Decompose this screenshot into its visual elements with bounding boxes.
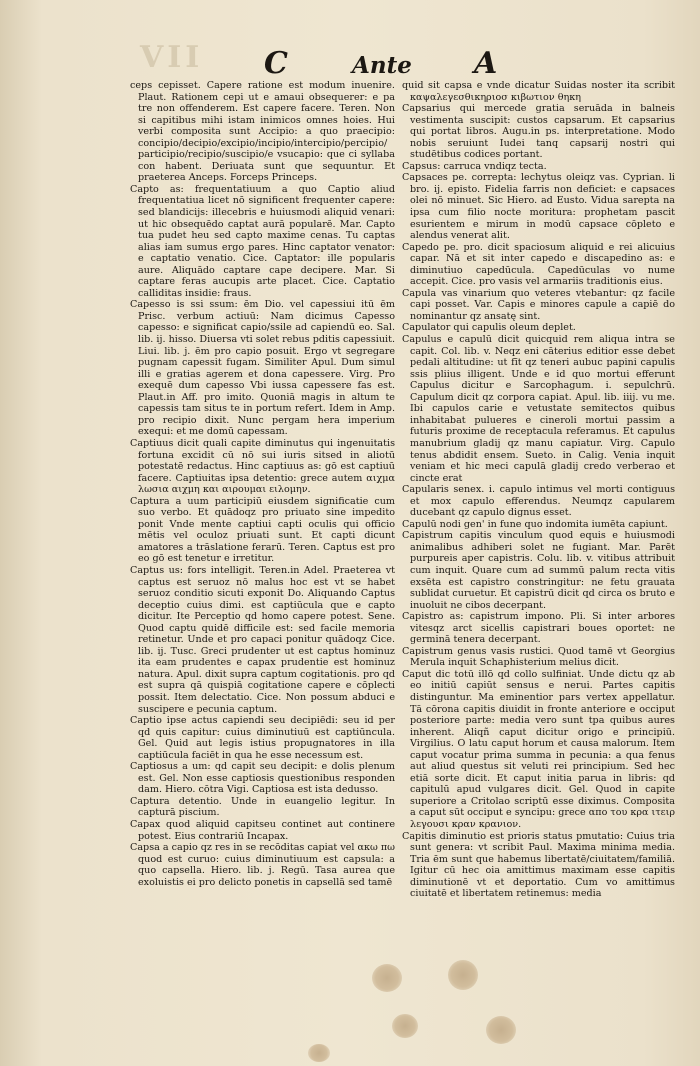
entry-capax: Capax quod aliquid capitseu continet aut continere potest. Eius contrariū Incapax. xyxy=(130,819,395,842)
entry-captiosus: Captiosus a um: qd capit seu decipit: e dolis plenum est. Gel. Non esse captiosis questionibus responden dam. Hiero. cōtra Vigi. Captiosa est ista dedusso. xyxy=(130,761,395,796)
water-stain xyxy=(372,964,402,992)
entry-suidas: quid sit capsa e vnde dicatur Suidas noster ita scribit καψαλεγεσθικηριοσ κιβωτιον θηκη xyxy=(402,80,675,103)
water-stain xyxy=(486,1016,516,1044)
entry-capto: Capto as: frequentatiuum a quo Captio aliud frequentatiua licet nō significent frequenter capere: sed blandicijs: illecebris e huiusmodi aliquid venari: ut hic obsequēdo captat aurā popularē. Mar. Capto tua pudet heu sed capto maxime cenas. Tu captas alias iam sumus ergo pares. Hinc captator venator: e captatio venatio. Cice. Captator: ille popularis aure. Aliquādo captare cape decipere. Mar. Si captare feras aucupis arte placet. Cice. Captatio calliditas insidie: fraus. xyxy=(130,183,395,299)
entry-captura-participium: Captura a uum participiū eiusdem significatie cum suo verbo. Et quādoqz pro priuato sine impedito ponit Vnde mente captiui capti oculis qui officio mētis vel oculoz priuati sunt. Et capti dicunt amatores a trāslatione ferarū. Teren. Captus est pro eo gō est tenetur e irretitur. xyxy=(130,495,395,565)
header-center-word: Ante xyxy=(352,52,412,79)
entry-capula: Capula vas vinarium quo veteres vtebantur: qz facile capi posset. Var. Capis e minores capule a capiē do nominantur qz ansatę sint. xyxy=(402,287,675,322)
header-left-letter: C xyxy=(264,46,288,81)
entry-capsarius: Capsarius qui mercede gratia seruāda in balneis vestimenta suscipit: custos capsarum. Et capsarius qui portat libros. Augu.in ps. interpretatione. Modo nobis seruiunt Iudei tanq capsarij nostri qui studētibus codices portant. xyxy=(402,103,675,161)
water-stain xyxy=(448,960,478,990)
entry-ceps: ceps cepisset. Capere ratione est modum inuenire. Plaut. Rationem cepi ut e amaui obsequerer: e pa tre non offenderem. Est capere facere. Teren. Non si capitibus mihi istam inimicos omnes hoies. Hui verbi composita sunt Accipio: a quo praecipio: concipio/decipio/excipio/incipio/intercipio/percipio/ participio/recipio/suscipio/e vsucapio: que ci syllaba con habent. Deriuata sunt que sequuntur. Et praeterea Anceps. Forceps Princeps. xyxy=(130,80,395,184)
water-stain xyxy=(308,1044,330,1062)
right-text-column xyxy=(402,80,675,900)
entry-capsaces: Capsaces pe. correpta: lechytus oleiqz vas. Cyprian. li bro. ij. episto. Fidelia farris non deficiet: e capsaces olei nō minuet. Sic Hiero. ad Eusto. Vidua sarepta na ipsa cum filio nocte moritura: prophetam pascit esurientem e mirum in modū capsace cōpleto e alendus venerat alit. xyxy=(402,172,675,242)
entry-capsus: Capsus: carruca vndiqz tecta. xyxy=(402,160,547,172)
entry-captura: Captura detentio. Unde in euangelio legitur. In capturā piscium. xyxy=(130,795,395,819)
entry-capistrum: Capistrum capitis vinculum quod equis e huiusmodi animalibus adhiberi solet ne fugiant. Mar. Parēt purpureis aper capistris. Colu. lib. v. vitibus attribuit cum inquit. Quare cum ad summū palum recta vitis exsēta est capistro constringitur: ne fetu grauata sublidat curuetur. Et capistrū dicit qd circa os bruto e inuoluit ne cibos decerpant. xyxy=(402,530,675,611)
entry-capulator: Capulator qui capulis oleum deplet. xyxy=(402,322,576,334)
entry-capulus: Capulus e capulū dicit quicquid rem aliqua intra se capit. Col. lib. v. Neqz eni cāterius editior esse debet pedali altitudine: ut fīt qz teneri aubuc papini capulis ssis pliius illigent. Unde e id quo mortui efferunt Capulus dicitur e Sarcophagum. i. sepulchrū. Capulum dicit qz corpora capiat. Apul. lib. iiij. vu me. Ibi capulos carie e vetustate semitectos quibus inhabitabat pulueres e cineroli mortui passim a futuris proxime de receptacula referamus. Et capulus manubrium gladij qz manu capiatur. Virg. Capulo tenus abdidit ensem. Sueto. in Calig. Venia inquit veniam et hic meci capulā gladij credo verberao et cincte erat xyxy=(402,334,675,484)
bleed-through-text: VII xyxy=(140,40,204,75)
entry-captio: Captio ipse actus capiendi seu decipiēdi: seu id per qd quis capitur: cuius diminutiuū est captiūncula. Gel. Quid aut legis istius propugnatores in illa captiūcula faciēt in qua he esse necessum est. xyxy=(130,715,395,761)
entry-captiuus: Captiuus dicit quali capite diminutus qui ingenuitatis fortuna excidit cū nō sui iuris sitsed in aliotū potestatē redactus. Hinc captiuus as: gō est captiuū facere. Captiuitas ipsa detentio: grece autem αιχμα λωσια αιχμη και αιρουμαι ειλομην. xyxy=(130,437,395,496)
entry-capsa: Capsa a capio qz res in se recōditas capiat vel ακω πω quod est curuo: cuius diminutiuum est capsula: a quo capsella. Hiero. lib. j. Regū. Tasa aurea que exoluistis ei pro delicto ponetis in capsellā sed tamē xyxy=(130,842,396,888)
water-stain xyxy=(392,1014,418,1038)
entry-capistrum-vas: Capistrum genus vasis rustici. Quod tamē vt Georgius Merula inquit Schaphisterium melius dicit. xyxy=(402,645,675,669)
entry-capedo: Capedo pe. pro. dicit spaciosum aliquid e rei alicuius capar. Nā et sit inter capedo e discapedino as: e diminutiuo capedūcula. Capedūculas vo nume accepit. Cice. pro vasis vel armariis traditionis eius. xyxy=(402,241,675,288)
entry-capistro: Capistro as: capistrum impono. Pli. Si inter arbores vitesqz arct sicellis capistrari boues oportet: ne germinā tenera decerpant. xyxy=(402,611,675,646)
entry-captus: Captus us: fors intelligit. Teren.in Adel. Praeterea vt captus est seruoz nō malus hoc est vt se habet seruoz conditio sicuti exponit Do. Aliquando Captus deceptio cuius dimi. est captiūcula que e capto dicitur. Ite Perceptio qd homo capere potest. Sene. Quod captu quidē difficile est: sed facile memoria retinetur. Unde et pro capaci ponitur quādoqz Cice. lib. ij. Tusc. Greci prudenter ut est captus hominuz ita eam prudentes e capax prudentie est hominuz natura. Apul. dixit supra captum cogitationis. pro qd est supra qā quispiā cogitatione capere e cōplecti possit. Item delectatio. Cice. Non possum abduci e suscipere e pecunia captum. xyxy=(130,564,395,715)
header-right-letter: A xyxy=(474,46,498,81)
entry-capesso: Capesso is ssi ssum: ēm Dio. vel capessiui itū ēm Prisc. verbum actiuū: Nam dicimus Capesso capesso: e significat capio/ssile ad capiendū eo. Sal. lib. ij. hisso. Diuersa vti solet rebus pditis capessiuit. Liui. lib. j. ēm pro capio posuit. Ergo vt segregare pugnam capessit fugam. Similiter Apul. Dum simul illi e gratias agerem et dona capessere. Virg. Pro exequē dum capesso Vbi iussa capessere fas est. Plaut.in Aff. pro imito. Quoniā magis in altum te capessis tam situs te in portum refert. Idem in Amp. pro recipio dixit. Nunc pergam hera imperium exequi: et me domū capessam. xyxy=(130,299,395,438)
left-text-column xyxy=(130,80,395,888)
entry-capularis: Capularis senex. i. capulo intimus vel morti contiguus et mox capulo efferendus. Neumqz capularem ducebant qz capulo dignus esset. xyxy=(402,484,675,519)
entry-capitis-diminutio: Capitis diminutio est prioris status pmutatio: Cuius tria sunt genera: vt scribit Paul. Maxima minima media. Tria ēm sunt que habemus libertatē/ciuitatem/familiā. Igitur cū hec oia amittimus maximam esse capitis diminutionē vt et deportatio. Cum vo amittimus ciuitatē et libertatem retinemus: media xyxy=(402,830,675,900)
entry-capulum: Capulū nodi gen' in fune quo indomita iumēta capiunt. xyxy=(402,518,668,530)
entry-caput: Caput dic totū illō qd collo sulfiniat. Unde dictu qz ab eo initiū capiūt sensus e nerui. Partes capitis distinguntur. Ma eminentior pars vertex appellatur. Tā cōrona capitis diuidit in fronte anteriore e occiput posteriore parte: media vero sunt tpa quibus aures inherent. Aliqñ caput dicitur origo e principiū. Virgilius. O latu caput horum et causa malorum. Item caput vocatur prima summa in pecunia: a qua fenus aut aliud questus sit veluti rei principium. Sed hec etiā sorte dicit. Et caput initia parua in libris: qd capitulū apud vulgares dicit. Gel. Quod in capite superiore a Critolao scriptū esse diximus. Composita a caput sūt occiput e syncipu: grece απο του κρα ιτειρ λεγουσι κραν κρανιον. xyxy=(402,668,675,830)
